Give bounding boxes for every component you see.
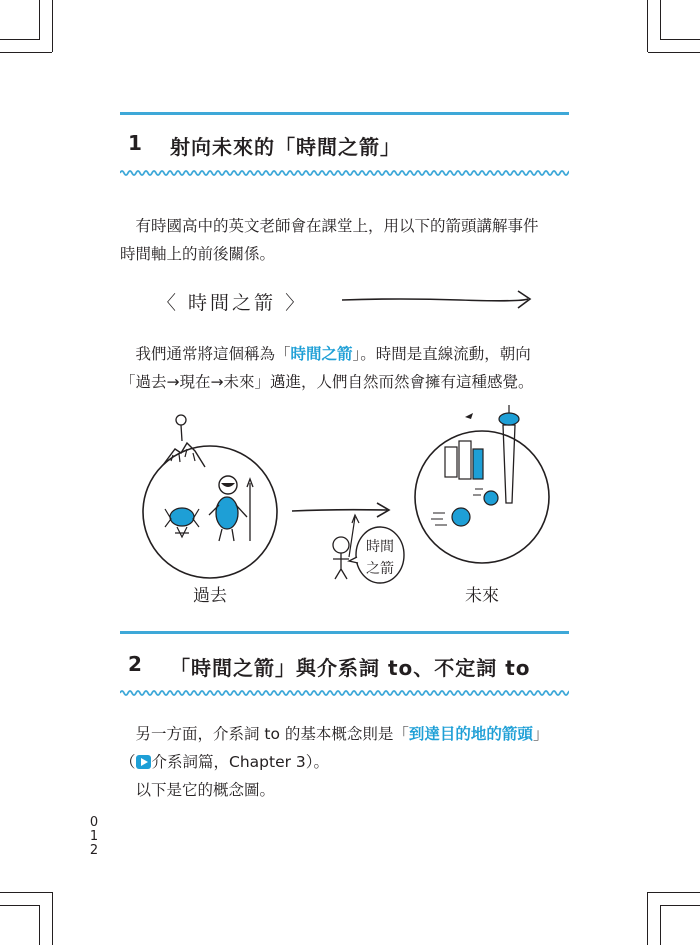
paragraph-3 [120, 720, 580, 804]
para3-line-2: （ 介系詞篇，Chapter 3）。 [120, 753, 330, 771]
intro-line-2: 時間軸上的前後關係。 [120, 245, 276, 263]
past-label: 過去 [193, 586, 227, 606]
section-title: 「時間之箭」與介系詞 to、不定詞 to [170, 656, 531, 680]
arrow-caption: 〈 時間之箭 〉 [157, 292, 308, 314]
highlight-term: 到達目的地的箭頭 [408, 725, 533, 743]
para2-line-2: 「過去→現在→未來」邁進，人們自然而然會擁有這種感覺。 [120, 373, 534, 391]
para3-line-3: 以下是它的概念圖。 [120, 781, 276, 799]
section-rule-top [120, 112, 569, 115]
section-rule-top [120, 631, 569, 634]
paragraph-2 [120, 340, 580, 396]
intro-paragraph [120, 212, 580, 268]
section-number: 1 [128, 131, 142, 155]
section-title: 射向未來的「時間之箭」 [170, 135, 401, 159]
page-number: 0 1 2 [89, 815, 99, 858]
bubble-text-line-2: 之箭 [366, 561, 394, 577]
wave-divider [120, 168, 569, 178]
bubble-text-line-1: 時間 [366, 539, 394, 555]
time-arrow-icon [340, 288, 535, 312]
para3-line-1: 另一方面，介系詞 to 的基本概念則是「到達目的地的箭頭」 [120, 725, 549, 743]
para2-line-1: 我們通常將這個稱為「時間之箭」。時間是直線流動，朝向 [120, 345, 531, 363]
future-label: 未來 [465, 586, 499, 606]
intro-line-1: 有時國高中的英文老師會在課堂上，用以下的箭頭講解事件 [120, 217, 539, 235]
arrow-right-icon [136, 755, 151, 769]
wave-divider [120, 688, 569, 698]
highlight-term: 時間之箭 [290, 345, 353, 363]
section-number: 2 [128, 652, 142, 676]
time-arrow-illustration [135, 405, 565, 610]
